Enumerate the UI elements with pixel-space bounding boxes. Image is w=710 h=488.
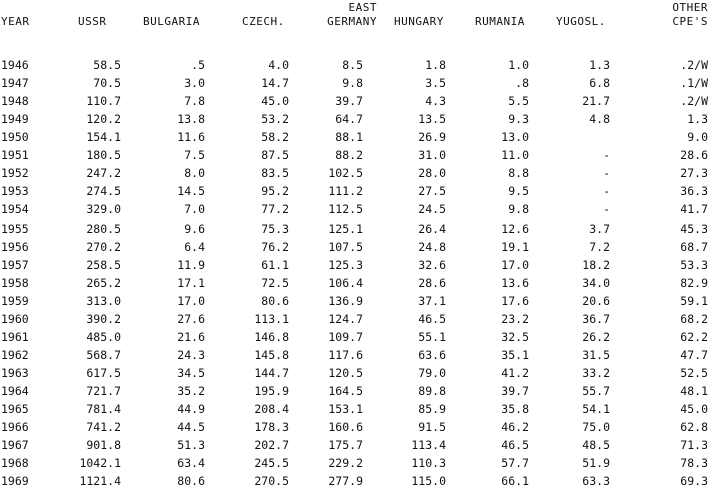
value-cell-yugosl: 3.7 bbox=[589, 222, 610, 236]
value-cell-yugosl: 4.8 bbox=[589, 112, 610, 126]
year-cell: 1954 bbox=[1, 202, 29, 216]
value-cell-hungary: 24.8 bbox=[418, 240, 446, 254]
year-cell: 1953 bbox=[1, 184, 29, 198]
value-cell-other-cpes: 62.8 bbox=[680, 420, 708, 434]
value-cell-yugosl: 34.0 bbox=[582, 276, 610, 290]
value-cell-east-germany: 160.6 bbox=[328, 420, 363, 434]
value-cell-yugosl: 55.7 bbox=[582, 384, 610, 398]
value-cell-bulgaria: 7.5 bbox=[184, 148, 205, 162]
value-cell-bulgaria: 51.3 bbox=[177, 438, 205, 452]
value-cell-east-germany: 109.7 bbox=[328, 330, 363, 344]
year-cell: 1965 bbox=[1, 402, 29, 416]
value-cell-czech: 145.8 bbox=[254, 348, 289, 362]
value-cell-czech: 95.2 bbox=[261, 184, 289, 198]
value-cell-bulgaria: 21.6 bbox=[177, 330, 205, 344]
value-cell-rumania: .8 bbox=[515, 76, 529, 90]
value-cell-czech: 76.2 bbox=[261, 240, 289, 254]
value-cell-rumania: 13.0 bbox=[501, 130, 529, 144]
value-cell-other-cpes: .2/W bbox=[680, 58, 708, 72]
value-cell-yugosl: 20.6 bbox=[582, 294, 610, 308]
value-cell-ussr: 120.2 bbox=[86, 112, 121, 126]
value-cell-czech: 77.2 bbox=[261, 202, 289, 216]
value-cell-bulgaria: 35.2 bbox=[177, 384, 205, 398]
value-cell-east-germany: 106.4 bbox=[328, 276, 363, 290]
value-cell-hungary: 28.0 bbox=[418, 166, 446, 180]
value-cell-rumania: 46.2 bbox=[501, 420, 529, 434]
value-cell-rumania: 12.6 bbox=[501, 222, 529, 236]
value-cell-ussr: 721.7 bbox=[86, 384, 121, 398]
value-cell-bulgaria: 11.6 bbox=[177, 130, 205, 144]
value-cell-rumania: 41.2 bbox=[501, 366, 529, 380]
value-cell-ussr: 741.2 bbox=[86, 420, 121, 434]
value-cell-yugosl: 18.2 bbox=[582, 258, 610, 272]
value-cell-ussr: 154.1 bbox=[86, 130, 121, 144]
header-rumania: RUMANIA bbox=[475, 15, 525, 28]
year-cell: 1967 bbox=[1, 438, 29, 452]
value-cell-other-cpes: 53.3 bbox=[680, 258, 708, 272]
value-cell-bulgaria: 80.6 bbox=[177, 474, 205, 488]
header-czech: CZECH. bbox=[242, 15, 285, 28]
value-cell-hungary: 32.6 bbox=[418, 258, 446, 272]
year-cell: 1966 bbox=[1, 420, 29, 434]
value-cell-yugosl: 54.1 bbox=[582, 402, 610, 416]
value-cell-east-germany: 8.5 bbox=[342, 58, 363, 72]
value-cell-other-cpes: 52.5 bbox=[680, 366, 708, 380]
value-cell-bulgaria: 7.0 bbox=[184, 202, 205, 216]
value-cell-other-cpes: 36.3 bbox=[680, 184, 708, 198]
value-cell-rumania: 9.8 bbox=[508, 202, 529, 216]
value-cell-czech: 80.6 bbox=[261, 294, 289, 308]
value-cell-other-cpes: 59.1 bbox=[680, 294, 708, 308]
value-cell-other-cpes: 48.1 bbox=[680, 384, 708, 398]
value-cell-czech: 14.7 bbox=[261, 76, 289, 90]
year-cell: 1961 bbox=[1, 330, 29, 344]
value-cell-ussr: 485.0 bbox=[86, 330, 121, 344]
value-cell-other-cpes: 68.2 bbox=[680, 312, 708, 326]
value-cell-rumania: 9.5 bbox=[508, 184, 529, 198]
year-cell: 1952 bbox=[1, 166, 29, 180]
value-cell-east-germany: 102.5 bbox=[328, 166, 363, 180]
value-cell-yugosl: - bbox=[603, 202, 610, 216]
year-cell: 1958 bbox=[1, 276, 29, 290]
value-cell-hungary: 79.0 bbox=[418, 366, 446, 380]
value-cell-rumania: 13.6 bbox=[501, 276, 529, 290]
value-cell-ussr: 390.2 bbox=[86, 312, 121, 326]
value-cell-ussr: 329.0 bbox=[86, 202, 121, 216]
value-cell-east-germany: 39.7 bbox=[335, 94, 363, 108]
header-bulgaria: BULGARIA bbox=[143, 15, 200, 28]
value-cell-bulgaria: 13.8 bbox=[177, 112, 205, 126]
value-cell-yugosl: 7.2 bbox=[589, 240, 610, 254]
value-cell-east-germany: 64.7 bbox=[335, 112, 363, 126]
value-cell-czech: 72.5 bbox=[261, 276, 289, 290]
year-cell: 1969 bbox=[1, 474, 29, 488]
value-cell-hungary: 85.9 bbox=[418, 402, 446, 416]
value-cell-yugosl: - bbox=[603, 166, 610, 180]
value-cell-czech: 245.5 bbox=[254, 456, 289, 470]
value-cell-hungary: 26.4 bbox=[418, 222, 446, 236]
value-cell-czech: 202.7 bbox=[254, 438, 289, 452]
value-cell-ussr: 901.8 bbox=[86, 438, 121, 452]
value-cell-east-germany: 117.6 bbox=[328, 348, 363, 362]
year-cell: 1951 bbox=[1, 148, 29, 162]
value-cell-bulgaria: 34.5 bbox=[177, 366, 205, 380]
header-yugosl: YUGOSL. bbox=[556, 15, 606, 28]
year-cell: 1955 bbox=[1, 222, 29, 236]
value-cell-hungary: 91.5 bbox=[418, 420, 446, 434]
value-cell-east-germany: 136.9 bbox=[328, 294, 363, 308]
header-year: YEAR bbox=[1, 15, 30, 28]
value-cell-rumania: 17.0 bbox=[501, 258, 529, 272]
value-cell-yugosl: 51.9 bbox=[582, 456, 610, 470]
value-cell-other-cpes: .2/W bbox=[680, 94, 708, 108]
header-other-line2: CPE'S bbox=[672, 15, 708, 28]
value-cell-hungary: 37.1 bbox=[418, 294, 446, 308]
value-cell-east-germany: 9.8 bbox=[342, 76, 363, 90]
value-cell-czech: 75.3 bbox=[261, 222, 289, 236]
value-cell-rumania: 66.1 bbox=[501, 474, 529, 488]
value-cell-rumania: 35.1 bbox=[501, 348, 529, 362]
value-cell-other-cpes: 68.7 bbox=[680, 240, 708, 254]
value-cell-czech: 195.9 bbox=[254, 384, 289, 398]
value-cell-hungary: 115.0 bbox=[411, 474, 446, 488]
value-cell-bulgaria: 44.9 bbox=[177, 402, 205, 416]
value-cell-other-cpes: 47.7 bbox=[680, 348, 708, 362]
value-cell-other-cpes: 71.3 bbox=[680, 438, 708, 452]
value-cell-czech: 4.0 bbox=[268, 58, 289, 72]
value-cell-ussr: 280.5 bbox=[86, 222, 121, 236]
value-cell-rumania: 9.3 bbox=[508, 112, 529, 126]
value-cell-bulgaria: 17.1 bbox=[177, 276, 205, 290]
value-cell-czech: 178.3 bbox=[254, 420, 289, 434]
value-cell-east-germany: 153.1 bbox=[328, 402, 363, 416]
value-cell-yugosl: 36.7 bbox=[582, 312, 610, 326]
value-cell-hungary: 89.8 bbox=[418, 384, 446, 398]
year-cell: 1963 bbox=[1, 366, 29, 380]
value-cell-yugosl: 33.2 bbox=[582, 366, 610, 380]
value-cell-bulgaria: 9.6 bbox=[184, 222, 205, 236]
year-cell: 1950 bbox=[1, 130, 29, 144]
value-cell-hungary: 46.5 bbox=[418, 312, 446, 326]
value-cell-east-germany: 107.5 bbox=[328, 240, 363, 254]
value-cell-hungary: 26.9 bbox=[418, 130, 446, 144]
value-cell-hungary: 110.3 bbox=[411, 456, 446, 470]
year-cell: 1959 bbox=[1, 294, 29, 308]
value-cell-hungary: 113.4 bbox=[411, 438, 446, 452]
value-cell-czech: 146.8 bbox=[254, 330, 289, 344]
value-cell-hungary: 3.5 bbox=[425, 76, 446, 90]
value-cell-czech: 208.4 bbox=[254, 402, 289, 416]
value-cell-east-germany: 164.5 bbox=[328, 384, 363, 398]
year-cell: 1962 bbox=[1, 348, 29, 362]
value-cell-east-germany: 120.5 bbox=[328, 366, 363, 380]
value-cell-east-germany: 111.2 bbox=[328, 184, 363, 198]
value-cell-east-germany: 88.2 bbox=[335, 148, 363, 162]
value-cell-ussr: 70.5 bbox=[93, 76, 121, 90]
value-cell-czech: 83.5 bbox=[261, 166, 289, 180]
value-cell-hungary: 13.5 bbox=[418, 112, 446, 126]
header-ussr: USSR bbox=[78, 15, 107, 28]
value-cell-bulgaria: 8.0 bbox=[184, 166, 205, 180]
value-cell-east-germany: 175.7 bbox=[328, 438, 363, 452]
value-cell-ussr: 258.5 bbox=[86, 258, 121, 272]
value-cell-ussr: 617.5 bbox=[86, 366, 121, 380]
value-cell-other-cpes: 27.3 bbox=[680, 166, 708, 180]
value-cell-czech: 45.0 bbox=[261, 94, 289, 108]
value-cell-yugosl: 21.7 bbox=[582, 94, 610, 108]
value-cell-czech: 144.7 bbox=[254, 366, 289, 380]
value-cell-east-germany: 88.1 bbox=[335, 130, 363, 144]
value-cell-bulgaria: 24.3 bbox=[177, 348, 205, 362]
value-cell-other-cpes: 69.3 bbox=[680, 474, 708, 488]
value-cell-east-germany: 125.3 bbox=[328, 258, 363, 272]
header-hungary: HUNGARY bbox=[394, 15, 444, 28]
value-cell-rumania: 11.0 bbox=[501, 148, 529, 162]
value-cell-hungary: 27.5 bbox=[418, 184, 446, 198]
value-cell-ussr: 568.7 bbox=[86, 348, 121, 362]
value-cell-rumania: 1.0 bbox=[508, 58, 529, 72]
value-cell-other-cpes: 1.3 bbox=[687, 112, 708, 126]
value-cell-other-cpes: 41.7 bbox=[680, 202, 708, 216]
value-cell-bulgaria: 63.4 bbox=[177, 456, 205, 470]
value-cell-other-cpes: 45.3 bbox=[680, 222, 708, 236]
value-cell-czech: 53.2 bbox=[261, 112, 289, 126]
value-cell-czech: 113.1 bbox=[254, 312, 289, 326]
year-cell: 1956 bbox=[1, 240, 29, 254]
year-cell: 1957 bbox=[1, 258, 29, 272]
value-cell-ussr: 274.5 bbox=[86, 184, 121, 198]
header-east-germany-line1: EAST bbox=[348, 1, 377, 14]
value-cell-bulgaria: 6.4 bbox=[184, 240, 205, 254]
value-cell-other-cpes: 9.0 bbox=[687, 130, 708, 144]
value-cell-ussr: 1042.1 bbox=[79, 456, 121, 470]
value-cell-hungary: 24.5 bbox=[418, 202, 446, 216]
year-cell: 1947 bbox=[1, 76, 29, 90]
value-cell-east-germany: 125.1 bbox=[328, 222, 363, 236]
year-cell: 1964 bbox=[1, 384, 29, 398]
value-cell-yugosl: 48.5 bbox=[582, 438, 610, 452]
value-cell-bulgaria: 27.6 bbox=[177, 312, 205, 326]
year-cell: 1946 bbox=[1, 58, 29, 72]
year-cell: 1968 bbox=[1, 456, 29, 470]
value-cell-hungary: 31.0 bbox=[418, 148, 446, 162]
value-cell-yugosl: - bbox=[603, 184, 610, 198]
value-cell-yugosl: 75.0 bbox=[582, 420, 610, 434]
value-cell-yugosl: 1.3 bbox=[589, 58, 610, 72]
value-cell-other-cpes: 82.9 bbox=[680, 276, 708, 290]
value-cell-other-cpes: 62.2 bbox=[680, 330, 708, 344]
value-cell-rumania: 46.5 bbox=[501, 438, 529, 452]
value-cell-hungary: 28.6 bbox=[418, 276, 446, 290]
value-cell-ussr: 110.7 bbox=[86, 94, 121, 108]
value-cell-bulgaria: 17.0 bbox=[177, 294, 205, 308]
header-east-germany-line2: GERMANY bbox=[327, 15, 377, 28]
value-cell-bulgaria: 44.5 bbox=[177, 420, 205, 434]
value-cell-other-cpes: 78.3 bbox=[680, 456, 708, 470]
value-cell-rumania: 57.7 bbox=[501, 456, 529, 470]
value-cell-rumania: 19.1 bbox=[501, 240, 529, 254]
value-cell-rumania: 23.2 bbox=[501, 312, 529, 326]
value-cell-east-germany: 112.5 bbox=[328, 202, 363, 216]
value-cell-bulgaria: 7.8 bbox=[184, 94, 205, 108]
value-cell-ussr: 58.5 bbox=[93, 58, 121, 72]
value-cell-rumania: 17.6 bbox=[501, 294, 529, 308]
value-cell-other-cpes: 45.0 bbox=[680, 402, 708, 416]
value-cell-czech: 87.5 bbox=[261, 148, 289, 162]
value-cell-yugosl: 31.5 bbox=[582, 348, 610, 362]
value-cell-rumania: 8.8 bbox=[508, 166, 529, 180]
value-cell-yugosl: 6.8 bbox=[589, 76, 610, 90]
year-cell: 1948 bbox=[1, 94, 29, 108]
value-cell-bulgaria: 14.5 bbox=[177, 184, 205, 198]
value-cell-ussr: 180.5 bbox=[86, 148, 121, 162]
value-cell-czech: 61.1 bbox=[261, 258, 289, 272]
value-cell-hungary: 1.8 bbox=[425, 58, 446, 72]
year-cell: 1960 bbox=[1, 312, 29, 326]
value-cell-yugosl: - bbox=[603, 148, 610, 162]
value-cell-other-cpes: .1/W bbox=[680, 76, 708, 90]
value-cell-ussr: 270.2 bbox=[86, 240, 121, 254]
value-cell-ussr: 247.2 bbox=[86, 166, 121, 180]
value-cell-ussr: 265.2 bbox=[86, 276, 121, 290]
value-cell-hungary: 63.6 bbox=[418, 348, 446, 362]
value-cell-ussr: 1121.4 bbox=[79, 474, 121, 488]
value-cell-east-germany: 124.7 bbox=[328, 312, 363, 326]
value-cell-hungary: 55.1 bbox=[418, 330, 446, 344]
value-cell-bulgaria: .5 bbox=[191, 58, 205, 72]
value-cell-yugosl: 63.3 bbox=[582, 474, 610, 488]
value-cell-bulgaria: 11.9 bbox=[177, 258, 205, 272]
value-cell-ussr: 313.0 bbox=[86, 294, 121, 308]
value-cell-czech: 270.5 bbox=[254, 474, 289, 488]
value-cell-other-cpes: 28.6 bbox=[680, 148, 708, 162]
value-cell-ussr: 781.4 bbox=[86, 402, 121, 416]
value-cell-rumania: 5.5 bbox=[508, 94, 529, 108]
value-cell-rumania: 35.8 bbox=[501, 402, 529, 416]
value-cell-yugosl: 26.2 bbox=[582, 330, 610, 344]
value-cell-east-germany: 229.2 bbox=[328, 456, 363, 470]
value-cell-east-germany: 277.9 bbox=[328, 474, 363, 488]
year-cell: 1949 bbox=[1, 112, 29, 126]
value-cell-bulgaria: 3.0 bbox=[184, 76, 205, 90]
value-cell-czech: 58.2 bbox=[261, 130, 289, 144]
header-other-line1: OTHER bbox=[672, 1, 708, 14]
value-cell-rumania: 39.7 bbox=[501, 384, 529, 398]
value-cell-rumania: 32.5 bbox=[501, 330, 529, 344]
value-cell-hungary: 4.3 bbox=[425, 94, 446, 108]
